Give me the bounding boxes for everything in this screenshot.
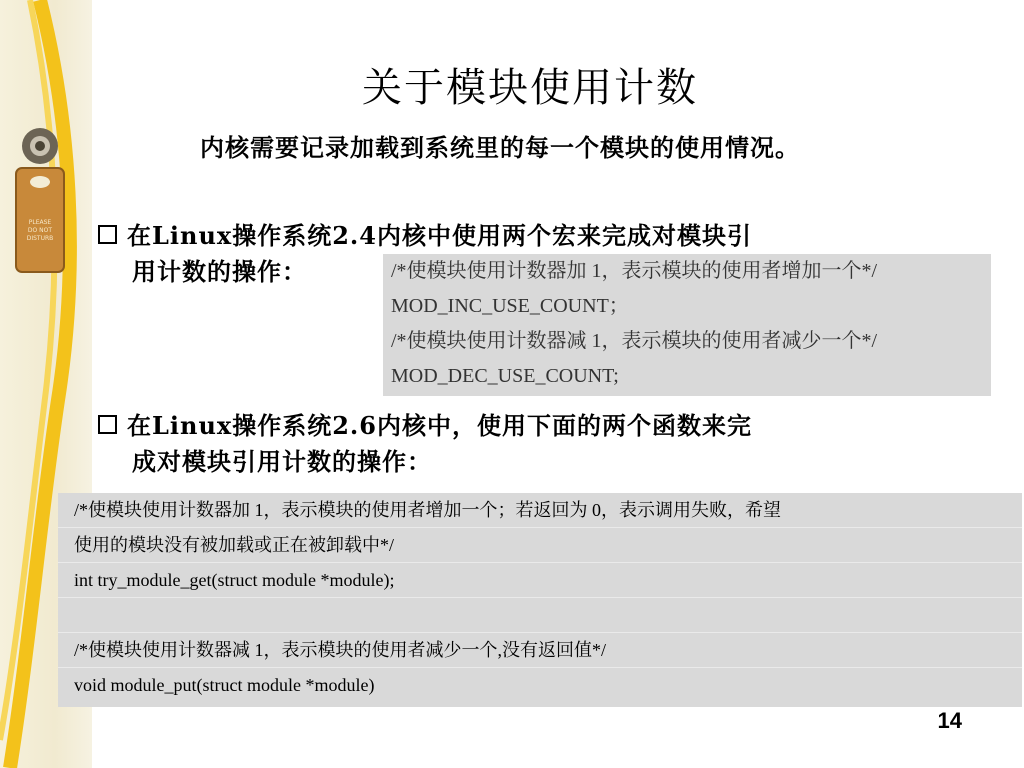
code-line: MOD_INC_USE_COUNT； bbox=[391, 295, 629, 317]
code-row: /*使模块使用计数器加 1，表示模块的使用者增加一个；若返回为 0，表示调用失败，希望 bbox=[58, 493, 1022, 528]
bullet-line-1: 在Linux操作系统2.4内核中使用两个宏来完成对模块引 bbox=[127, 221, 752, 250]
code-row: 使用的模块没有被加载或正在被卸载中*/ bbox=[58, 528, 1022, 563]
square-bullet-icon bbox=[98, 415, 117, 434]
code-line: /*使模块使用计数器加 1，表示模块的使用者增加一个*/ bbox=[391, 260, 878, 282]
code-block-2-4 bbox=[383, 254, 991, 396]
svg-text:DISTURB: DISTURB bbox=[26, 235, 54, 242]
bullet-line-1: 在Linux操作系统2.6内核中，使用下面的两个函数来完 bbox=[127, 411, 752, 440]
code-row: /*使模块使用计数器减 1，表示模块的使用者减少一个,没有返回值*/ bbox=[58, 633, 1022, 668]
page-number: 14 bbox=[937, 708, 962, 733]
code-row: int try_module_get(struct module *module); bbox=[58, 563, 1022, 598]
intro-paragraph: 内核需要记录加载到系统里的每一个模块的使用情况。 bbox=[200, 133, 800, 162]
door-hanger-icon bbox=[12, 124, 68, 274]
code-block-2-6 bbox=[58, 493, 1022, 707]
bullet-line-2: 用计数的操作： bbox=[132, 257, 307, 286]
bullet-linux-2-6 bbox=[98, 408, 978, 480]
square-bullet-icon bbox=[98, 225, 117, 244]
code-line: /*使模块使用计数器减 1，表示模块的使用者减少一个*/ bbox=[391, 330, 878, 352]
svg-text:PLEASE: PLEASE bbox=[28, 219, 52, 226]
bullet-line-2: 成对模块引用计数的操作： bbox=[132, 447, 432, 476]
code-row bbox=[58, 598, 1022, 633]
code-line: MOD_DEC_USE_COUNT; bbox=[391, 365, 619, 387]
svg-text:DO NOT: DO NOT bbox=[27, 227, 53, 234]
slide-title: 关于模块使用计数 bbox=[362, 65, 698, 111]
code-row: void module_put(struct module *module) bbox=[74, 675, 375, 695]
